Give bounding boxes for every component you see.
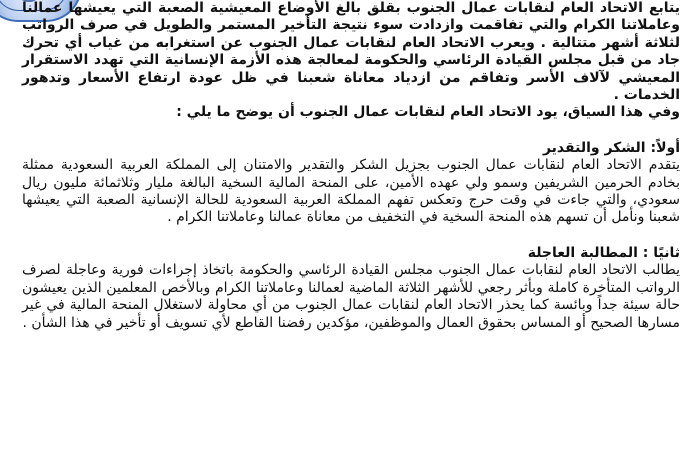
- intro-context-line: وفي هذا السياق، يود الاتحاد العام لنقابات عمال الجنوب أن يوضح ما يلي :: [176, 104, 680, 121]
- section-1-body: يتقدم الاتحاد العام لنقابات عمال الجنوب بجزيل الشكر والتقدير والامتنان إلى المملكة العربية السعودية ممثلة بخادم الحرمين الشريفين وسمو ولي عهده الأمين، على المنحة المالية السخية البالغة مليار وثلاثمائة مليون ريال سعودي، والتي جاءت في وقت حرج وتعكس تفهم المملكة العربية السعودية للحالة الإنسانية الصعبة التي يعيشها شعبنا ونأمل أن تسهم هذه المنحة السخية في التخفيف من معاناة عمالنا وعاملاتنا الكرام .: [22, 157, 680, 226]
- section-spacer: [22, 227, 680, 245]
- section-2-body: يطالب الاتحاد العام لنقابات عمال الجنوب مجلس القيادة الرئاسي والحكومة باتخاذ إجراءات فورية وعاجلة لصرف الرواتب المتأخرة كاملة وبأثر رجعي للأشهر الثلاثة الماضية لعمالنا وعاملاتنا الكرام وبالأخص المعلمين الذين يعيشون حالة سيئة جداً وبائسة كما يحذر الاتحاد العام لنقابات عمال الجنوب من أي محاولة لاستغلال المنحة المالية في غير مسارها الصحيح أو المساس بحقوق العمال والموظفين، مؤكدين رفضنا القاطع لأي تسويف أو تأخير في هذا الشأن .: [22, 262, 680, 331]
- statement-body: [22, 0, 680, 332]
- section-1-heading: أولاً: الشكر والتقدير: [542, 139, 680, 156]
- section-2-heading: ثانيًا : المطالبة العاجلة: [527, 244, 680, 261]
- intro-paragraph: يتابع الاتحاد العام لنقابات عمال الجنوب بقلق بالغ الأوضاع المعيشية الصعبة التي يعيشها عمالنا وعاملاتنا الكرام والتي تفاقمت وازدادت سوء نتيجة التأخير المستمر والطويل في صرف الرواتب لثلاثة أشهر متتالية . ويعرب الاتحاد العام لنقابات عمال الجنوب عن استغرابه من غياب أي تحرك جاد من قبل مجلس القيادة الرئاسي والحكومة لمعالجة هذه الأزمة الإنسانية التي تهدد الاستقرار المعيشي لآلاف الأسر وتفاقم من ازدياد معاناة شعبنا في ظل عودة ارتفاع الأسعار وتدهور الخدمات .: [22, 0, 680, 104]
- section-spacer: [22, 122, 680, 140]
